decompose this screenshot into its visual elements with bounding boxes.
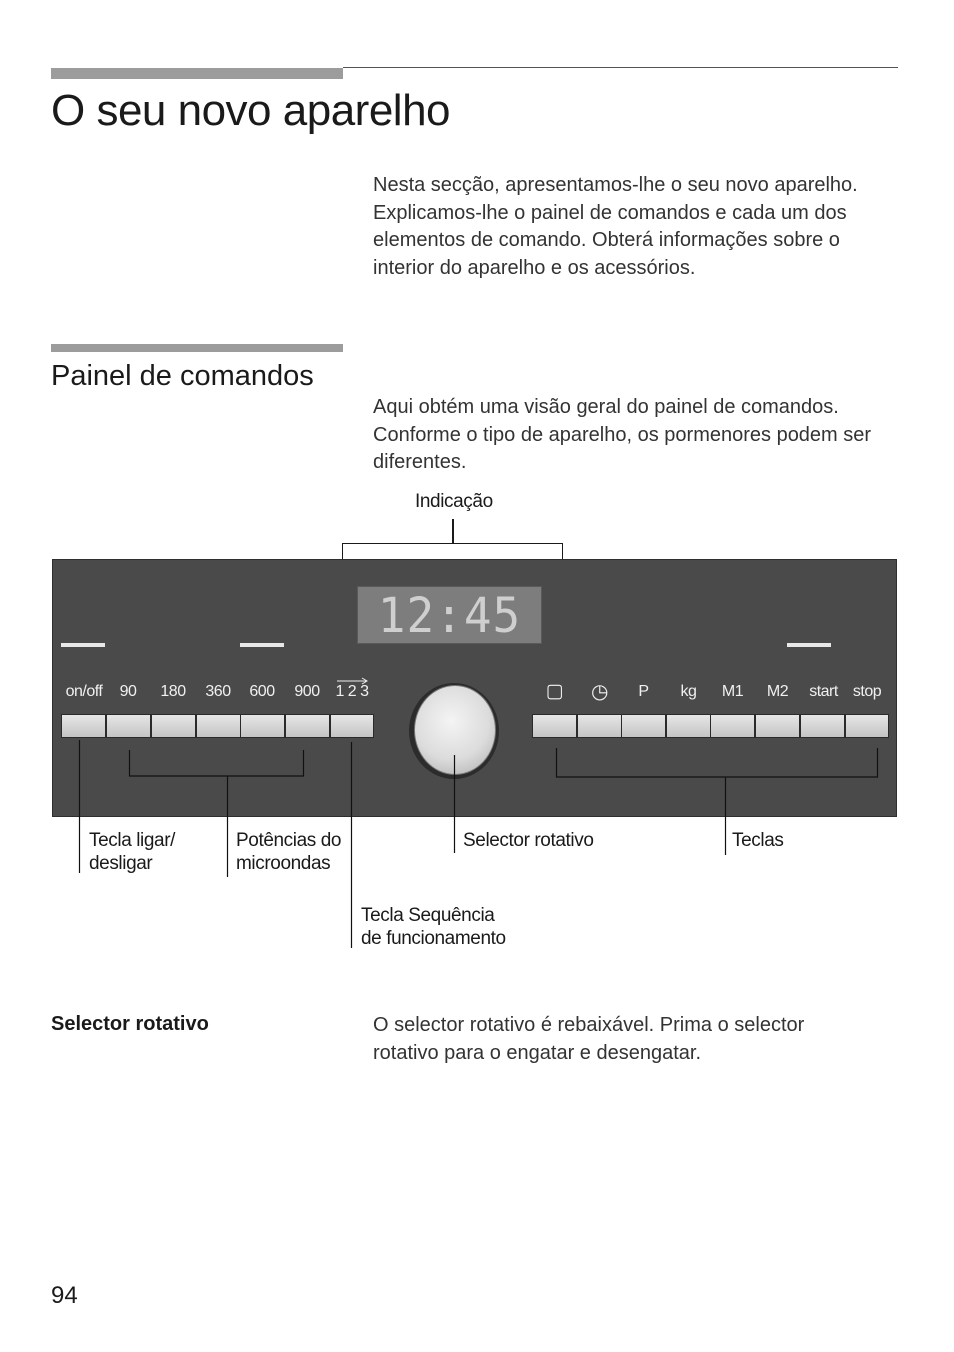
key-label-m2: M2 [766, 683, 789, 700]
page-number: 94 [51, 1282, 78, 1309]
callout-sequence: Tecla Sequência de funcionamento [361, 905, 506, 949]
section-heading: Painel de comandos [51, 360, 314, 392]
key-label-90: 90 [119, 683, 137, 700]
display-time: 12:45 [377, 586, 522, 644]
page-title: O seu novo aparelho [51, 86, 451, 135]
callout-selector: Selector rotativo [463, 830, 594, 851]
display-callout-label: Indicação [415, 491, 493, 512]
key-label-start: start [809, 683, 838, 700]
key-label-m1: M1 [721, 683, 744, 700]
key-label-180: 180 [160, 683, 186, 700]
section-paragraph: Aqui obtém uma visão geral do painel de comandos. Conforme o tipo de aparelho, os pormenores podem ser diferentes. [373, 396, 872, 473]
door-icon: ▢ [545, 681, 564, 702]
key-label-stop: stop [852, 683, 882, 700]
selector-paragraph: O selector rotativo é rebaixável. Prima o selector rotativo para o engatar e desengatar. [373, 1014, 805, 1064]
callout-power: Potências do microondas [236, 830, 342, 874]
key-label-600: 600 [249, 683, 275, 700]
key-label-360: 360 [205, 683, 231, 700]
clock-icon: ◷ [591, 681, 608, 703]
key-label-onoff: on/off [65, 683, 103, 700]
intro-paragraph: Nesta secção, apresentamos-lhe o seu novo aparelho. Explicamos-lhe o painel de comandos e cada um dos elementos de comando. Obterá informações sobre o interior do aparelho e os acessórios. [373, 174, 858, 279]
selector-side-label: Selector rotativo [51, 1013, 209, 1035]
callout-keys: Teclas [732, 830, 784, 851]
key-label-sequence: 1 2 3 [335, 683, 369, 700]
key-label-p: P [638, 683, 649, 700]
callout-onoff: Tecla ligar/ desligar [89, 830, 176, 874]
key-label-kg: kg [680, 683, 697, 700]
key-label-900: 900 [294, 683, 320, 700]
